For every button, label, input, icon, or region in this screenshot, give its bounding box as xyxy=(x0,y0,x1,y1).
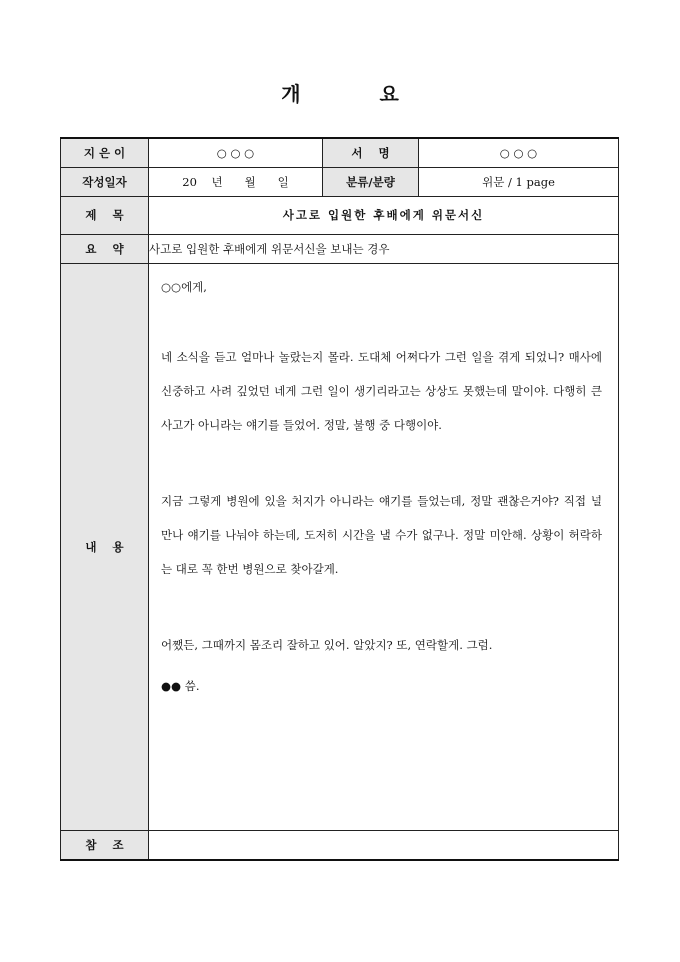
letter-paragraph-2: 지금 그렇게 병원에 있을 처지가 아니라는 얘기를 들었는데, 정말 괜찮은거야? 직접 널 만나 얘기를 나눠야 하는데, 도저히 시간을 낼 수가 없구나. 정말 미안해. 상황이 허락하는 대로 꼭 한번 병원으로 찾아갈게. xyxy=(161,493,602,576)
date-row xyxy=(61,167,619,196)
subject-value: 사고로 입원한 후배에게 위문서신 xyxy=(149,196,619,234)
summary-row xyxy=(61,234,619,263)
letter-greeting: ○○에게, xyxy=(161,279,207,294)
letter-paragraph-3: 어쨌든, 그때까지 몸조리 잘하고 있어. 알았지? 또, 연락할게. 그럼. xyxy=(161,637,493,652)
date-label: 작성일자 xyxy=(61,167,149,196)
overview-form-table xyxy=(60,137,619,861)
subject-label: 제 목 xyxy=(61,196,149,234)
author-row xyxy=(61,138,619,167)
reference-row xyxy=(61,830,619,860)
signature-label: 서 명 xyxy=(323,138,419,167)
spacer xyxy=(161,586,602,628)
author-value: ○ ○ ○ xyxy=(149,138,323,167)
category-label: 분류/분량 xyxy=(323,167,419,196)
date-value: 20 년 월 일 xyxy=(149,167,323,196)
summary-value: 사고로 입원한 후배에게 위문서신을 보내는 경우 xyxy=(149,234,619,263)
letter-signoff: ●● 씀. xyxy=(161,678,200,693)
spacer xyxy=(161,298,602,340)
signature-value: ○ ○ ○ xyxy=(419,138,619,167)
author-label: 지 은 이 xyxy=(61,138,149,167)
spacer xyxy=(161,442,602,484)
content-row xyxy=(61,263,619,830)
letter-paragraph-1: 네 소식을 듣고 얼마나 놀랐는지 몰라. 도대체 어쩌다가 그런 일을 겪게 되었니? 매사에 신중하고 사려 깊었던 네게 그런 일이 생기리라고는 상상도 못했는데 말이야. 다행히 큰 사고가 아니라는 얘기를 들었어. 정말, 불행 중 다행이야. xyxy=(161,349,602,432)
subject-row xyxy=(61,196,619,234)
content-body xyxy=(149,263,619,830)
category-value: 위문 / 1 page xyxy=(419,167,619,196)
document-title: 개 요 xyxy=(281,82,435,106)
content-label: 내 용 xyxy=(61,263,149,830)
reference-value xyxy=(149,830,619,860)
summary-label: 요 약 xyxy=(61,234,149,263)
reference-label: 참 조 xyxy=(61,830,149,860)
